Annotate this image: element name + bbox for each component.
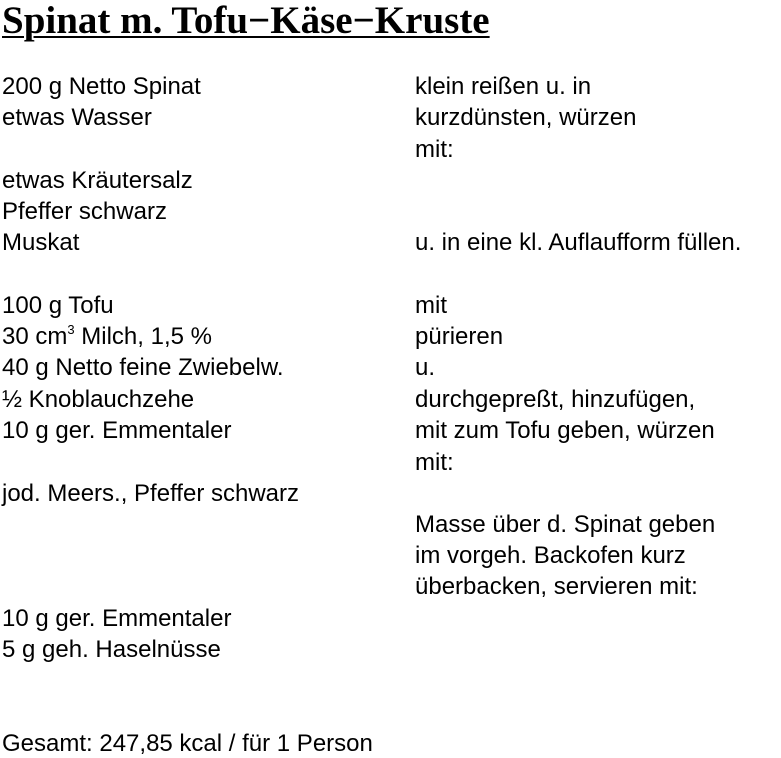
- ingredient-wasser: etwas Wasser: [2, 104, 152, 131]
- instruction-line: mit:: [415, 449, 454, 476]
- ingredient-zwiebel: 40 g Netto feine Zwiebelw.: [2, 354, 284, 381]
- instruction-line: u. in eine kl. Auflaufform füllen.: [415, 229, 742, 256]
- ingredient-spinat: 200 g Netto Spinat: [2, 73, 201, 100]
- ingredient-knoblauch: ½ Knoblauchzehe: [2, 386, 195, 413]
- instruction-line: klein reißen u. in: [415, 73, 592, 100]
- ingredient-emmentaler-2: 10 g ger. Emmentaler: [2, 605, 232, 632]
- instruction-line: überbacken, servieren mit:: [415, 573, 698, 600]
- ingredient-kraeutersalz: etwas Kräutersalz: [2, 167, 193, 194]
- instruction-line: pürieren: [415, 323, 504, 350]
- instruction-line: mit: [415, 292, 447, 319]
- ingredient-pfeffer: Pfeffer schwarz: [2, 198, 167, 225]
- recipe-title: Spinat m. Tofu−Käse−Kruste: [2, 0, 490, 42]
- ingredient-milch-amount: 30 cm: [2, 323, 68, 350]
- instruction-line: im vorgeh. Backofen kurz: [415, 542, 686, 569]
- ingredient-meersalz-pfeffer: jod. Meers., Pfeffer schwarz: [2, 480, 299, 507]
- ingredient-muskat: Muskat: [2, 229, 80, 256]
- instruction-line: kurzdünsten, würzen: [415, 104, 637, 131]
- calorie-summary: Gesamt: 247,85 kcal / für 1 Person: [2, 730, 373, 757]
- ingredient-emmentaler-1: 10 g ger. Emmentaler: [2, 417, 232, 444]
- ingredient-tofu: 100 g Tofu: [2, 292, 114, 319]
- instruction-line: mit:: [415, 136, 454, 163]
- ingredient-milch: [2, 323, 212, 351]
- instruction-line: mit zum Tofu geben, würzen: [415, 417, 715, 444]
- instruction-line: durchgepreßt, hinzufügen,: [415, 386, 696, 413]
- instruction-line: Masse über d. Spinat geben: [415, 511, 716, 538]
- instruction-line: u.: [415, 354, 436, 381]
- ingredient-milch-exponent: 3: [67, 322, 75, 337]
- ingredient-milch-name: Milch, 1,5 %: [74, 323, 212, 350]
- ingredient-haselnuesse: 5 g geh. Haselnüsse: [2, 636, 221, 663]
